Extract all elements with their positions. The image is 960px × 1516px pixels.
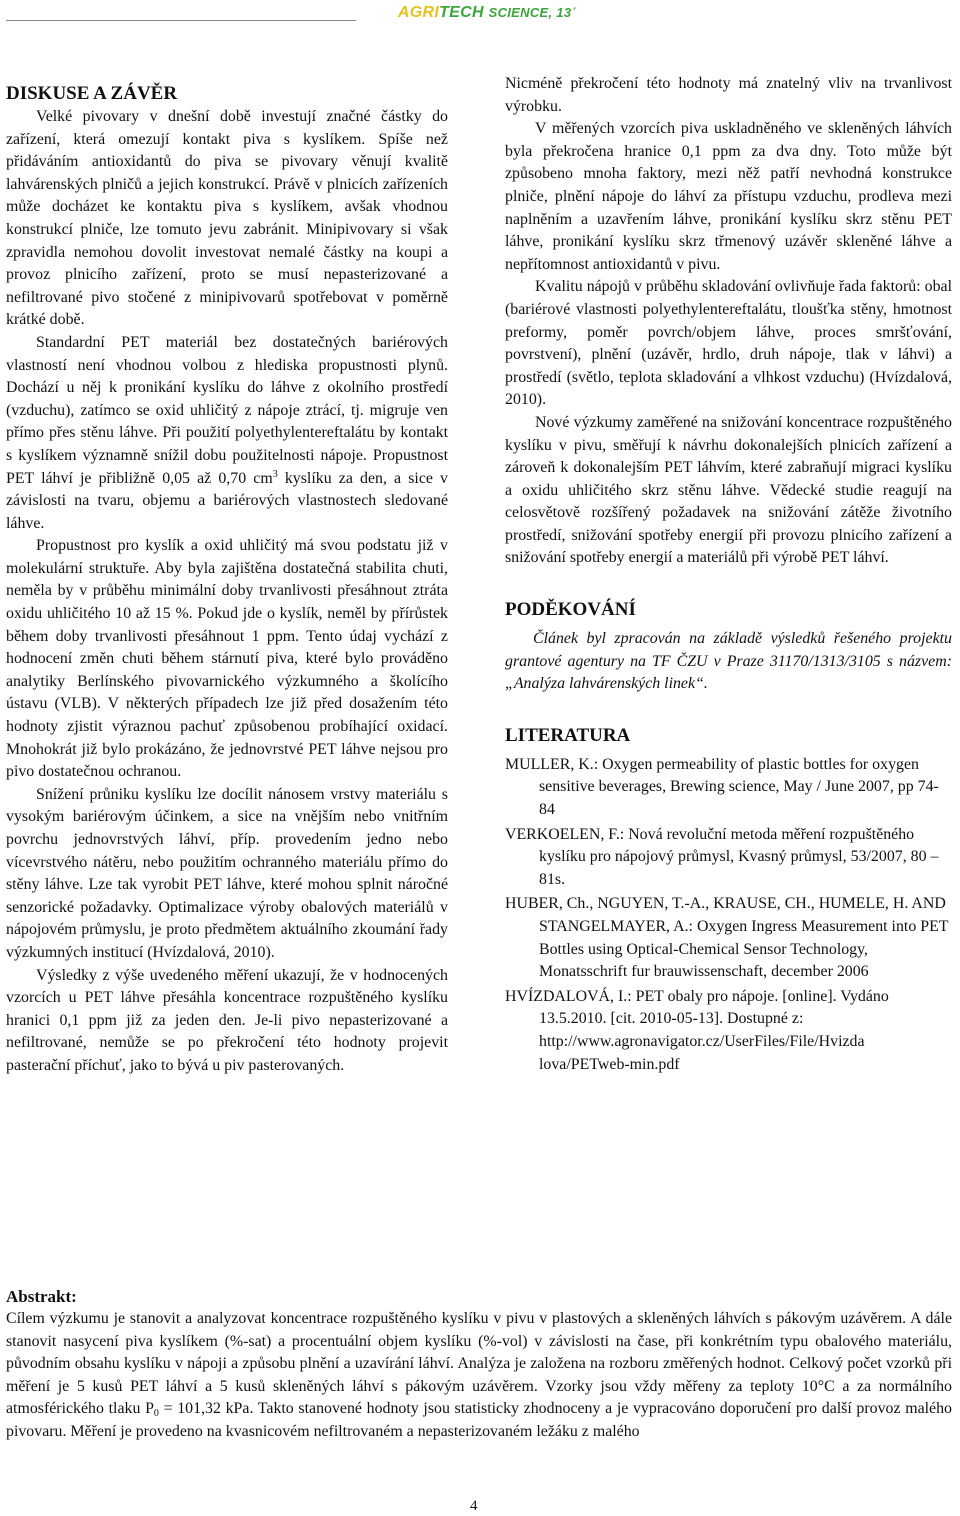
paragraph: Kvalitu nápojů v průběhu skladování ovlivňuje řada faktorů: obal (bariérové vlastnosti polyethylentereftalátu, tloušťka stěny, hmotnost preformy, poměr povrch/objem láhve, proces smršťování, povrstvení), plnění (uzávěr, hrdlo, druh nápoje, tlak v láhvi) a prostředí (světlo, teplota skladování a vlhkost vzduchu) (Hvízdalová, 2010).: [505, 278, 952, 409]
discussion-heading: DISKUSE A ZÁVĚR: [6, 83, 178, 104]
abstract: [6, 1286, 952, 1444]
paragraph: Propustnost pro kyslík a oxid uhličitý má svou podstatu již v molekulární struktuře. Aby byla zajištěna dostatečná stabilita chuti, neměla by v průběhu minimální doby trvanlivosti přesáhnout ztráta oxidu uhličitého 10 až 15 %. Pokud jde o kyslík, neměl by přírůstek během doby trvanlivosti přesáhnout 1 ppm. Tento údaj vychází z hodnocení změn chuti během stárnutí piva, které bylo prováděno analytiky Berlínského pivovarnického výzkumného a školícího ústavu (VLB). V některých případech lze již před dosažením této hodnoty zjistit výraznou pachuť způsobenou probíhající oxidací. Mnohokrát již bylo prokázáno, že jednovrstvé PET láhve nejsou pro pivo dostatečnou ochranou.: [6, 537, 448, 781]
page-number: 4: [470, 1498, 478, 1514]
abstract-heading: Abstrakt:: [6, 1287, 77, 1306]
reference-list: [505, 754, 952, 1076]
acknowledgement-text: Článek byl zpracován na základě výsledků řešeného projektu grantové agentury na TF ČZU v Praze 31170/1313/3105 s názvem: „Analýza lahvárenských linek“.: [505, 630, 952, 693]
journal-title: AGRITECH SCIENCE, 13´: [397, 4, 576, 21]
abstract-text: Cílem výzkumu je stanovit a analyzovat koncentrace rozpuštěného kyslíku v pivu v plastových a skleněných láhvích s pákovým uzávěrem. A dále stanovit nasycení piva kyslíkem (%-sat) a procentuální objem kyslíku (%-vol) v závislosti na čase, při konkrétním typu obalového materiálu, původním obsahu kyslíku v nápoji a způsobu plnění a uzavírání láhví. Analýza je založena na rozboru změřených hodnot. Celkový počet vzorků při měření je 5 kusů PET láhví a 5 kusů skleněných láhví s pákovým uzávěrem. Vzorky jsou vždy měřeny za teploty 10°C a za normálního atmosférického tlaku $P_0 = 101,32$ kPa. Takto stanovené hodnoty jsou statisticky zhodnoceny a je vypracováno doporučení pro další provoz malého pivovaru. Měření je provedeno na kvasnicovém nefiltrovaném a nepasterizovaném ležáku z malého: [6, 1310, 953, 1440]
paragraph: Standardní PET materiál bez dostatečných bariérových vlastností není vhodnou volbou z hlediska propustnosti plynů. Dochází u něj k pronikání kyslíku do láhve z okolního prostředí (vzduchu), zatímco se oxid uhličitý z nápoje ztrácí, tj. migruje ven přímo přes stěnu láhve. Při použití polyethylentereftalátu by kontakt s kyslíkem významně snížil dobu použitelnosti nápoje. Propustnost PET láhví je přibližně 0,05 až 0,70 $cm^3$ kyslíku za den, a sice v závislosti na tvaru, objemu a bariérových vlastnostech sledované láhve.: [6, 333, 448, 532]
header-rule: [6, 20, 356, 21]
reference-item: HUBER, Ch., NGUYEN, T.-A., KRAUSE, CH., HUMELE, H. AND STANGELMAYER, A.: Oxygen Ingress Measurement into PET Bottles using Optical-Chemical Sensor Technology, Monatsschrift fur brauwissenschaft, december 2006: [505, 895, 949, 981]
paragraph: Snížení průniku kyslíku lze docílit nánosem vrstvy materiálu s vysokým bariérovým účinkem, a sice na vnějším nebo vnitřním povrchu jednovrstvých láhví, příp. provedením jedno nebo vícevrstvého nátěru, nebo použitím ochranného materiálu přímo do stěny láhve. Lze tak vyrobit PET láhve, které mohou splnit náročné senzorické požadavky. Optimalizace výroby obalových materiálů v nápojovém průmyslu, je proto předmětem aktuálního zkoumání řady výzkumných institucí (Hvízdalová, 2010).: [6, 785, 448, 961]
paragraph: V měřených vzorcích piva uskladněného ve skleněných láhvích byla překročena hranice 0,1 ppm za dva dny. Toto může být způsobeno mnoha faktory, mezi něž patří nevhodná konstrukce plniče, plnění nápoje do láhví za přístupu vzduchu, prodleva mezi naplněním a uzavřením láhve, pronikání kyslíku skrz stěnu PET láhve, pronikání kyslíku skrz třmenový uzávěr skleněné láhve a nepřítomnost antioxidantů v pivu.: [505, 120, 952, 273]
literature-heading: LITERATURA: [505, 724, 631, 746]
reference-item: MULLER, K.: Oxygen permeability of plastic bottles for oxygen sensitive beverages, Brewing science, May / June 2007, pp 74-84: [505, 755, 939, 819]
paragraph: Výsledky z výše uvedeného měření ukazují, že v hodnocených vzorcích u PET láhve přesáhla koncentrace rozpuštěného kyslíku hranici 0,1 ppm již za jeden den. Je-li pivo nepasterizované a nefiltrované, nemůže se po překročení této hodnoty projevit pasterační příchuť, jako to bývá u piv pasterovaných.: [6, 966, 448, 1074]
paragraph: Nicméně překročení této hodnoty má znatelný vliv na trvanlivost výrobku.: [505, 75, 952, 115]
right-column: [505, 73, 952, 1076]
paragraph: Nové výzkumy zaměřené na snižování koncentrace rozpuštěného kyslíku v pivu, směřují k návrhu dokonalejších plnicích zařízení a zároveň k dokonalejším PET láhvím, které zabraňují migraci kyslíku a oxidu uhličitého skrz stěnu láhve. Vědecké studie reagují na celosvětově rozšířený požadavek na snižování zátěže životního prostředí, snižování spotřeby energií při provozu plnicího zařízení a snižování spotřeby energií a materiálů při výrobě PET láhví.: [505, 413, 952, 567]
reference-item: VERKOELEN, F.: Nová revoluční metoda měření rozpuštěného kyslíku pro nápojový průmysl, Kvasný průmysl, 53/2007, 80 – 81s.: [505, 825, 939, 888]
left-column: [6, 73, 448, 1078]
reference-item: HVÍZDALOVÁ, I.: PET obaly pro nápoje. [online]. Vydáno 13.5.2010. [cit. 2010-05-13]. Dostupné z: http://www.agronavigator.cz/UserFiles/File/Hvizda lova/PETweb-min.pdf: [505, 987, 889, 1073]
acknowledgement-heading: PODĚKOVÁNÍ: [505, 599, 636, 621]
paragraph: Velké pivovary v dnešní době investují značné částky do zařízení, která omezují kontakt piva s kyslíkem. Spíše než přidáváním antioxidantů do piva se pivovary věnují kvalitě lahvárenských plničů a jejich konstrukcí. Právě v plnicích zařízeních může docházet ke kontaktu piva s kyslíkem, avšak vhodnou konstrukcí plniče, lze tomuto jevu zabránit. Minipivovary si však zpravidla nemohou dovolit investovat nemalé částky na koupi a provoz plnicího zařízení, proto se musí nepasterizované a nefiltrované pivo stočené z minipivovarů spotřebovat v poměrně krátké době.: [6, 108, 448, 329]
